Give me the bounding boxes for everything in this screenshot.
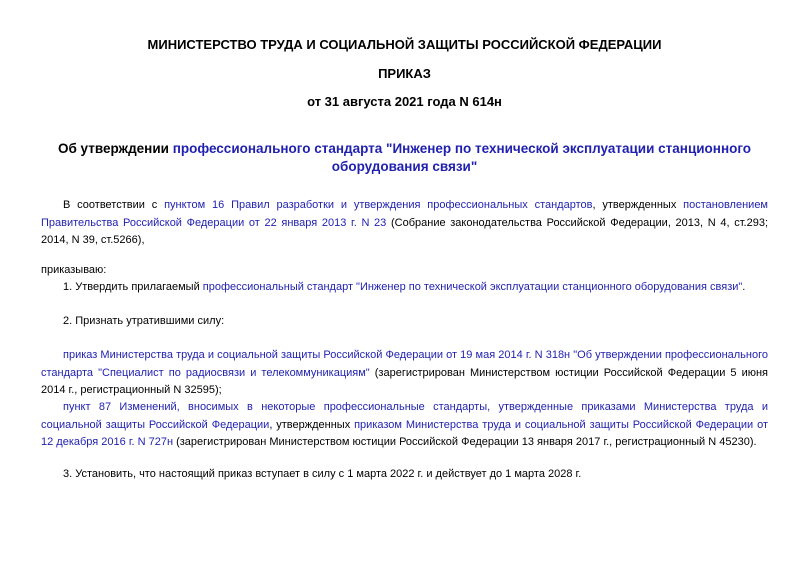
item-2: 2. Признать утратившими силу: bbox=[63, 315, 225, 327]
repealed-ref-1-text: (зарегистрирован Министерством юстиции Российской Федерации 5 июня 2014 г., регистрационный N 32595); bbox=[41, 366, 769, 396]
repealed-ref-2 bbox=[41, 399, 768, 452]
order-word: приказываю: bbox=[41, 264, 107, 276]
repealed-order-318n-link[interactable]: приказ Министерства труда и социальной защиты Российской Федерации от 19 мая 2014 г. N 318н "Об утверждении профессионального стандарта "Специалист по радиосвязи и телекоммуникациям" bbox=[41, 349, 768, 379]
rules-link[interactable]: пунктом 16 Правил разработки и утверждения профессиональных стандартов bbox=[164, 199, 593, 211]
document-title bbox=[41, 140, 768, 176]
title-prefix: Об утверждении bbox=[57, 141, 173, 156]
repealed-ref-2-text-2: (зарегистрирован Министерством юстиции Российской Федерации 13 января 2017 г., регистрационный N 45230). bbox=[173, 436, 757, 448]
order-date: от 31 августа 2021 года N 614н bbox=[307, 94, 502, 109]
repealed-ref-1 bbox=[41, 347, 768, 400]
order-heading: ПРИКАЗ bbox=[378, 66, 431, 81]
preamble-paragraph bbox=[41, 197, 768, 250]
clause-87-link[interactable]: пункт 87 Изменений, вносимых в некоторые профессиональные стандарты, утвержденные приказами Министерства труда и социальной защиты Российской Федерации bbox=[41, 401, 768, 431]
title-standard-link[interactable]: профессионального стандарта "Инженер по технической эксплуатации станционного оборудования связи" bbox=[172, 141, 752, 174]
repealed-ref-2-text-1: , утвержденных bbox=[269, 418, 355, 431]
item-1-end: . bbox=[742, 281, 746, 293]
item-3: 3. Установить, что настоящий приказ вступает в силу с 1 марта 2022 г. и действует до 1 марта 2028 г. bbox=[63, 468, 582, 480]
item-1-text: 1. Утвердить прилагаемый bbox=[63, 281, 203, 293]
government-decree-link[interactable]: постановлением Правительства Российской Федерации от 22 января 2013 г. N 23 bbox=[41, 199, 768, 229]
standard-link[interactable]: профессиональный стандарт "Инженер по технической эксплуатации станционного оборудования связи" bbox=[202, 281, 743, 293]
preamble-text-2: , утвержденных bbox=[592, 199, 684, 211]
ministry-heading: МИНИСТЕРСТВО ТРУДА И СОЦИАЛЬНОЙ ЗАЩИТЫ РОССИЙСКОЙ ФЕДЕРАЦИИ bbox=[147, 37, 662, 52]
preamble-text-1: В соответствии с bbox=[63, 199, 165, 211]
item-1 bbox=[41, 279, 768, 297]
preamble-text-3: (Собрание законодательства Российской Федерации, 2013, N 4, ст.293; 2014, N 39, ст.5266), bbox=[41, 216, 769, 246]
order-727n-link[interactable]: приказом Министерства труда и социальной защиты Российской Федерации от 12 декабря 2016 г. N 727н bbox=[41, 418, 768, 448]
